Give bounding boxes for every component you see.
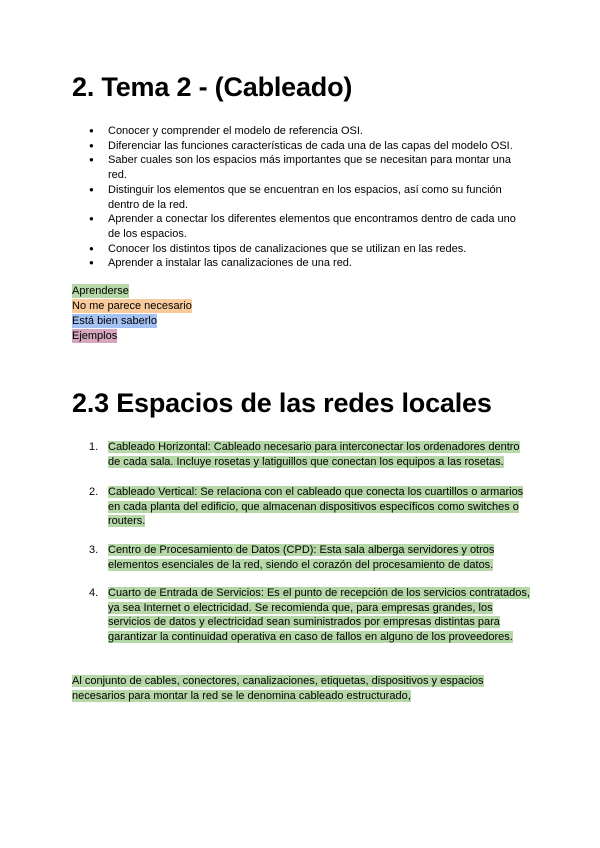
- legend-ejemplos: Ejemplos: [72, 330, 118, 342]
- list-number: 1.: [89, 441, 99, 453]
- list-item: ● Conocer y comprender el modelo de referencia OSI.: [80, 124, 530, 139]
- spaces-list: [72, 485, 532, 529]
- list-item: [72, 543, 532, 572]
- list-item: [72, 485, 532, 529]
- list-text: Cableado Vertical: Se relaciona con el cableado que conecta los cuartillos o armarios en cada planta del edificio, que almacenan dispositivos específicos como switches o routers.: [108, 486, 524, 528]
- legend-aprenderse: Aprenderse: [72, 285, 129, 297]
- section-heading-tema-2: 2. Tema 2 - (Cableado): [72, 72, 353, 102]
- list-item: ● Conocer los distintos tipos de canalizaciones que se utilizan en las redes.: [80, 242, 530, 257]
- objectives-list: [80, 124, 530, 271]
- spaces-list: [72, 440, 532, 469]
- list-item: ● Diferenciar las funciones características de cada una de las capas del modelo OSI.: [80, 139, 530, 154]
- list-text: Centro de Procesamiento de Datos (CPD): Esta sala alberga servidores y otros elementos esenciales de la red, siendo el corazón del procesamiento de datos.: [108, 544, 495, 571]
- section-heading-espacios: 2.3 Espacios de las redes locales: [72, 388, 492, 418]
- color-legend: [72, 284, 192, 344]
- spaces-list: [72, 586, 532, 645]
- list-item: ● Aprender a conectar los diferentes elementos que encontramos dentro de cada uno de los espacios.: [80, 212, 530, 241]
- list-item: ● Distinguir los elementos que se encuentran en los espacios, así como su función dentro de la red.: [80, 183, 530, 212]
- list-text: Cuarto de Entrada de Servicios: Es el punto de recepción de los servicios contratados, ya sea Internet o electricidad. Se recomienda que, para empresas grandes, los servicios de datos y electricidad sean suministrados por empresas distintas para garantizar la continuidad operativa en caso de fallos en alguno de los proveedores.: [108, 587, 530, 644]
- list-number: 4.: [89, 587, 99, 599]
- conclusion-text: Al conjunto de cables, conectores, canalizaciones, etiquetas, dispositivos y espacios necesarios para montar la red se le denomina cableado estructurado,: [72, 675, 484, 702]
- list-text: Cableado Horizontal: Cableado necesario para interconectar los ordenadores dentro de cada sala. Incluye rosetas y latiguillos que conectan los equipos a las rosetas.: [108, 441, 520, 468]
- list-item: ● Aprender a instalar las canalizaciones de una red.: [80, 256, 530, 271]
- list-item: [72, 586, 532, 645]
- list-item: [72, 440, 532, 469]
- list-item: ● Saber cuales son los espacios más importantes que se necesitan para montar una red.: [80, 153, 530, 182]
- spaces-list: [72, 543, 532, 572]
- list-number: 3.: [89, 544, 99, 556]
- list-number: 2.: [89, 486, 99, 498]
- legend-bien-saberlo: Está bien saberlo: [72, 315, 157, 327]
- conclusion-paragraph: [72, 674, 502, 703]
- legend-no-necesario: No me parece necesario: [72, 300, 192, 312]
